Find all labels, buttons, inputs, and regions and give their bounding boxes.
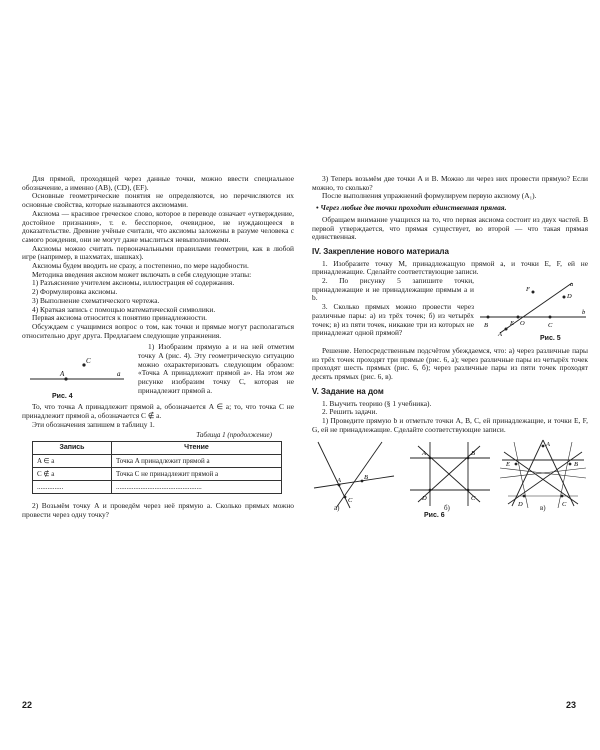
left-paragraph-9: То, что точка A принадлежит прямой a, обозначается A ∈ a; то, что точка C не принадлежит прямой a, обозначается C ∉ a.	[22, 402, 294, 421]
figure-4-caption: Рис. 4	[52, 393, 73, 401]
svg-text:E: E	[510, 320, 514, 328]
svg-text:D: D	[567, 293, 572, 301]
figure-4-drawing	[22, 343, 132, 395]
figure-6-caption: Рис. 6	[424, 512, 445, 520]
table-row	[33, 468, 282, 481]
list-item-4: 4) Краткая запись с помощью математической символики.	[32, 304, 216, 314]
svg-text:D: D	[518, 501, 523, 509]
task-3: 3. Сколько прямых можно провести через различные пары: а) из трёх точек; б) из четырёх точек; в) из пяти точек, никакие три из которых не принадлежат одной прямой?	[312, 302, 474, 338]
svg-text:A: A	[422, 450, 426, 458]
solution-paragraph: Решение. Непосредственным подсчётом убеждаемся, что: а) через различные пары из трёх точек проходят три прямые (рис. 6, а); через различные пары из четырёх точек проходят шесть прямых (рис. 6, б); через различные пары из пяти точек проходят десять прямых (рис. 6, в).	[312, 346, 588, 382]
left-paragraph-7: Первая аксиома относится к понятию принадлежности.	[32, 313, 208, 323]
left-paragraph-6: Методика введения аксиом может включать в себя следующие этапы:	[32, 269, 252, 279]
list-item-3: 3) Выполнение схематического чертежа.	[32, 295, 160, 305]
homework-item-2: 2. Решить задачи.	[322, 407, 378, 417]
figure-6a-drawing	[312, 438, 396, 510]
axiom-statement: • Через любые две точки проходит единственная прямая.	[316, 203, 507, 213]
table-header-reading: Чтение	[112, 442, 282, 455]
svg-text:A: A	[498, 331, 502, 338]
svg-text:A: A	[546, 441, 550, 449]
table-cell: C ∉ a	[33, 468, 112, 481]
svg-text:B: B	[574, 461, 578, 469]
homework-item-3: 1) Проведите прямую b и отметьте точки A, B, C, ей принадлежащие, и точки E, F, G, ей не принадлежащие. Сделайте соответствующие записи.	[312, 415, 588, 434]
svg-text:E: E	[506, 461, 510, 469]
left-paragraph-2: Основные геометрические понятия не определяются, но перечисляются их основные свойства, которые называются аксиомами.	[22, 191, 294, 210]
figure-5-drawing	[478, 277, 588, 337]
svg-text:C: C	[348, 497, 353, 505]
svg-text:C: C	[86, 357, 91, 366]
figure-6c-drawing	[498, 438, 588, 510]
figure-6	[312, 438, 588, 520]
left-page-number: 22	[22, 700, 33, 710]
homework-item-1: 1. Выучить теорию (§ 1 учебника).	[322, 398, 432, 408]
svg-text:B: B	[471, 450, 475, 458]
left-paragraph-5: Аксиомы будем вводить не сразу, а постепенно, по мере надобности.	[32, 261, 249, 271]
left-paragraph-1: Для прямой, проходящей через данные точки, можно ввести специальное обозначение, а именно (AB), (CD), (EF).	[22, 174, 294, 192]
svg-text:B: B	[484, 322, 488, 330]
right-paragraph-1: После выполнения упражнений формулируем первую аксиому (A₁).	[322, 191, 537, 201]
table-row	[33, 455, 282, 468]
svg-text:B: B	[364, 474, 368, 482]
svg-text:O: O	[520, 320, 525, 328]
notation-table	[32, 441, 282, 494]
task-1: 1. Изобразите точку M, принадлежащую прямой a, и точки E, F, ей не принадлежащие. Сделайте соответствующие записи.	[312, 258, 588, 277]
table-cell: Точка A принадлежит прямой a	[112, 455, 282, 468]
svg-text:C: C	[471, 495, 476, 503]
table-header-row	[33, 442, 282, 455]
table-cell: Точка C не принадлежит прямой a	[112, 468, 282, 481]
left-paragraph-3: Аксиома — красивое греческое слово, которое в переводе означает «утверждение, достойное признания», т. е. бесспорное, очевидное, не нуждающееся в доказательстве. Древние учёные считали, что аксиомы заложены в разуме человека с самого рождения, они не могут даже мыслиться невыполнимыми.	[22, 208, 294, 244]
svg-text:A: A	[337, 477, 341, 485]
left-page	[22, 175, 294, 520]
figure-6a-label: а)	[334, 504, 340, 513]
svg-text:C: C	[548, 322, 553, 330]
exercise-2: 2) Возьмём точку A и проведём через неё прямую a. Сколько прямых можно провести через одну точку?	[22, 501, 294, 519]
exercise-3: 3) Теперь возьмём две точки A и B. Можно ли через них провести прямую? Если можно, то сколько?	[312, 174, 588, 192]
figure-5	[478, 277, 588, 347]
svg-text:D: D	[422, 495, 427, 503]
right-page	[312, 175, 588, 520]
section-heading-4: IV. Закрепление нового материала	[312, 246, 449, 256]
right-paragraph-2: Обращаем внимание учащихся на то, что первая аксиома состоит из двух частей. В первой утверждается, что прямая существует, во второй — что такая прямая единственная.	[312, 214, 588, 242]
list-item-1: 1) Разъяснение учителем аксиомы, иллюстрация её содержания.	[32, 278, 235, 288]
table-cell: .................................................	[112, 481, 282, 494]
figure-4	[22, 343, 132, 403]
figure-6b-drawing	[408, 438, 492, 510]
section-heading-5: V. Задание на дом	[312, 386, 384, 396]
left-paragraph-8: Обсуждаем с учащимися вопрос о том, как точки и прямые могут располагаться относительно друг друга. Предлагаем следующие упражнения.	[22, 321, 294, 340]
left-paragraph-4: Аксиомы можно считать первоначальными правилами геометрии, как в любой игре (например, в шахматах, шашках).	[22, 243, 294, 262]
figure-6b-label: б)	[444, 504, 450, 513]
table-cell: ...............	[33, 481, 112, 494]
figure-5-caption: Рис. 5	[540, 335, 561, 343]
right-page-number: 23	[566, 700, 577, 710]
table-caption: Таблица 1 (продолжение)	[196, 431, 272, 440]
left-paragraph-10: Эти обозначения запишем в таблицу 1.	[32, 419, 155, 429]
svg-text:A: A	[60, 370, 65, 379]
task-2: 2. По рисунку 5 запишите точки, принадлежащие и не принадлежащие прямым a и b.	[312, 277, 474, 303]
table-cell: A ∈ a	[33, 455, 112, 468]
table-header-record: Запись	[33, 442, 112, 455]
svg-text:C: C	[562, 501, 567, 509]
figure-6c-label: в)	[540, 504, 546, 513]
exercise-1: 1) Изобразим прямую a и на ней отметим точку A (рис. 4). Эту геометрическую ситуацию можно охарактеризовать следующим образом: «Точка A принадлежит прямой a». На этом же рисунке изобразим точку C, которая не принадлежит прямой a.	[138, 343, 294, 395]
table-row	[33, 481, 282, 494]
svg-text:F: F	[526, 286, 530, 294]
svg-text:a: a	[117, 370, 121, 379]
svg-text:b: b	[582, 309, 586, 317]
svg-text:a: a	[570, 281, 574, 289]
list-item-2: 2) Формулировка аксиомы.	[32, 287, 118, 297]
